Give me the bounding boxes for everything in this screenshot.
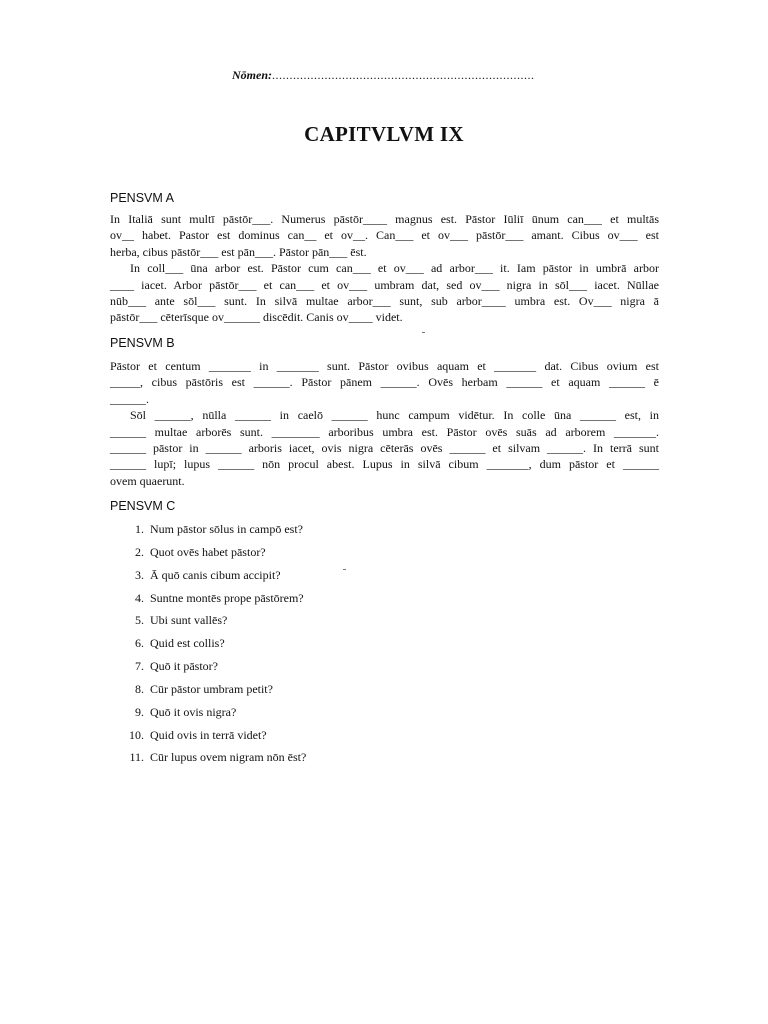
question-item (110, 750, 306, 773)
pensum-c-heading: PENSVM C (110, 499, 176, 513)
pensum-a-line: pāstōr___ cēterīsque ov______ discēdit. Canis ov____ videt. (110, 310, 403, 325)
question-text: Quō it ovis nigra? (150, 704, 237, 719)
question-text: Suntne montēs prope pāstōrem? (150, 590, 304, 605)
question-text: Ubi sunt vallēs? (150, 613, 228, 628)
page-title: CAPITVLVM IX (304, 122, 464, 146)
question-number: 7. (135, 659, 144, 674)
question-text: Quot ovēs habet pāstor? (150, 544, 266, 559)
scan-speck (422, 332, 425, 333)
pensum-b-line: ______. (110, 391, 149, 406)
question-text: Quō it pāstor? (150, 659, 218, 674)
pensum-b-heading: PENSVM B (110, 336, 175, 350)
pensum-b-line: ______ lupī; lupus ______ nōn procul abest. Lupus in silvā cibum _______, dum pāstor et ______ (110, 457, 659, 472)
pensum-a-line: ov__ habet. Pastor est dominus can__ et ov__. Can___ et ov___ pāstōr___ amant. Cibus ov___ est (110, 228, 659, 243)
question-item (110, 728, 306, 751)
question-item (110, 613, 306, 636)
pensum-a-line: ____ iacet. Arbor pāstōr___ et can___ et ov___ umbram dat, sed ov___ nigra in sōl___ iacet. Nūllae (110, 277, 659, 292)
question-text: Quid est collis? (150, 636, 225, 651)
pensum-a-line: herba, cibus pāstōr___ est pān___. Pāstor pān___ ēst. (110, 244, 367, 259)
pensum-b-line: _____, cibus pāstōris est ______. Pāstor pānem ______. Ovēs herbam ______ et aquam ______ ē (110, 375, 659, 390)
question-item (110, 522, 306, 545)
question-number: 4. (135, 590, 144, 605)
question-text: Cūr pāstor umbram petit? (150, 681, 273, 696)
scan-speck (343, 569, 346, 570)
question-text: Cūr lupus ovem nigram nōn ēst? (150, 750, 307, 765)
pensum-a-line: nūb___ ante sōl___ sunt. In silvā multae arbor___ sunt, sub arbor____ umbra est. Ov___ nigra ā (110, 294, 659, 309)
pensum-a-line: In coll___ ūna arbor est. Pāstor cum can___ et ov___ ad arbor___ it. Iam pāstor in umbrā arbor (130, 261, 659, 276)
question-item (110, 591, 306, 614)
name-dots: ........................................................................... (272, 68, 535, 82)
pensum-a-heading: PENSVM A (110, 191, 174, 205)
question-number: 8. (135, 681, 144, 696)
question-text: Ā quō canis cibum accipit? (150, 567, 281, 582)
question-number: 1. (135, 522, 144, 536)
question-text: Num pāstor sōlus in campō est? (150, 522, 303, 536)
question-number: 5. (135, 613, 144, 628)
question-list (110, 522, 306, 773)
name-label: Nōmen: (232, 68, 272, 82)
question-text: Quid ovis in terrā videt? (150, 727, 267, 742)
question-number: 9. (135, 704, 144, 719)
question-number: 6. (135, 636, 144, 651)
question-item (110, 682, 306, 705)
pensum-b-text (110, 358, 659, 489)
question-item (110, 705, 306, 728)
pensum-b-line: ______ pāstor in ______ arboris iacet, ovis nigra cēterās ovēs ______ et silvam ______. In terrā sunt (110, 441, 659, 456)
question-item (110, 636, 306, 659)
question-number: 11. (129, 750, 144, 765)
pensum-b-line: ovem quaerunt. (110, 473, 185, 488)
question-item (110, 568, 306, 591)
question-item (110, 659, 306, 682)
question-number: 10. (129, 727, 144, 742)
pensum-a-line: In Italiā sunt multī pāstōr___. Numerus pāstōr____ magnus est. Pāstor Iūliī ūnum can___ et multās (110, 212, 659, 226)
question-item (110, 545, 306, 568)
pensum-b-line: ______ multae arborēs sunt. ________ arboribus umbra est. Pāstor ovēs suās ad arborem _______. (110, 424, 659, 439)
pensum-b-line: Pāstor et centum _______ in _______ sunt. Pāstor ovibus aquam et _______ dat. Cibus ovium est (110, 359, 659, 373)
pensum-a-text (110, 211, 659, 326)
name-line (232, 68, 535, 83)
question-number: 2. (135, 544, 144, 559)
question-number: 3. (135, 567, 144, 582)
pensum-b-line: Sōl ______, nūlla ______ in caelō ______ hunc campum vidētur. In colle ūna ______ est, in (130, 408, 659, 423)
